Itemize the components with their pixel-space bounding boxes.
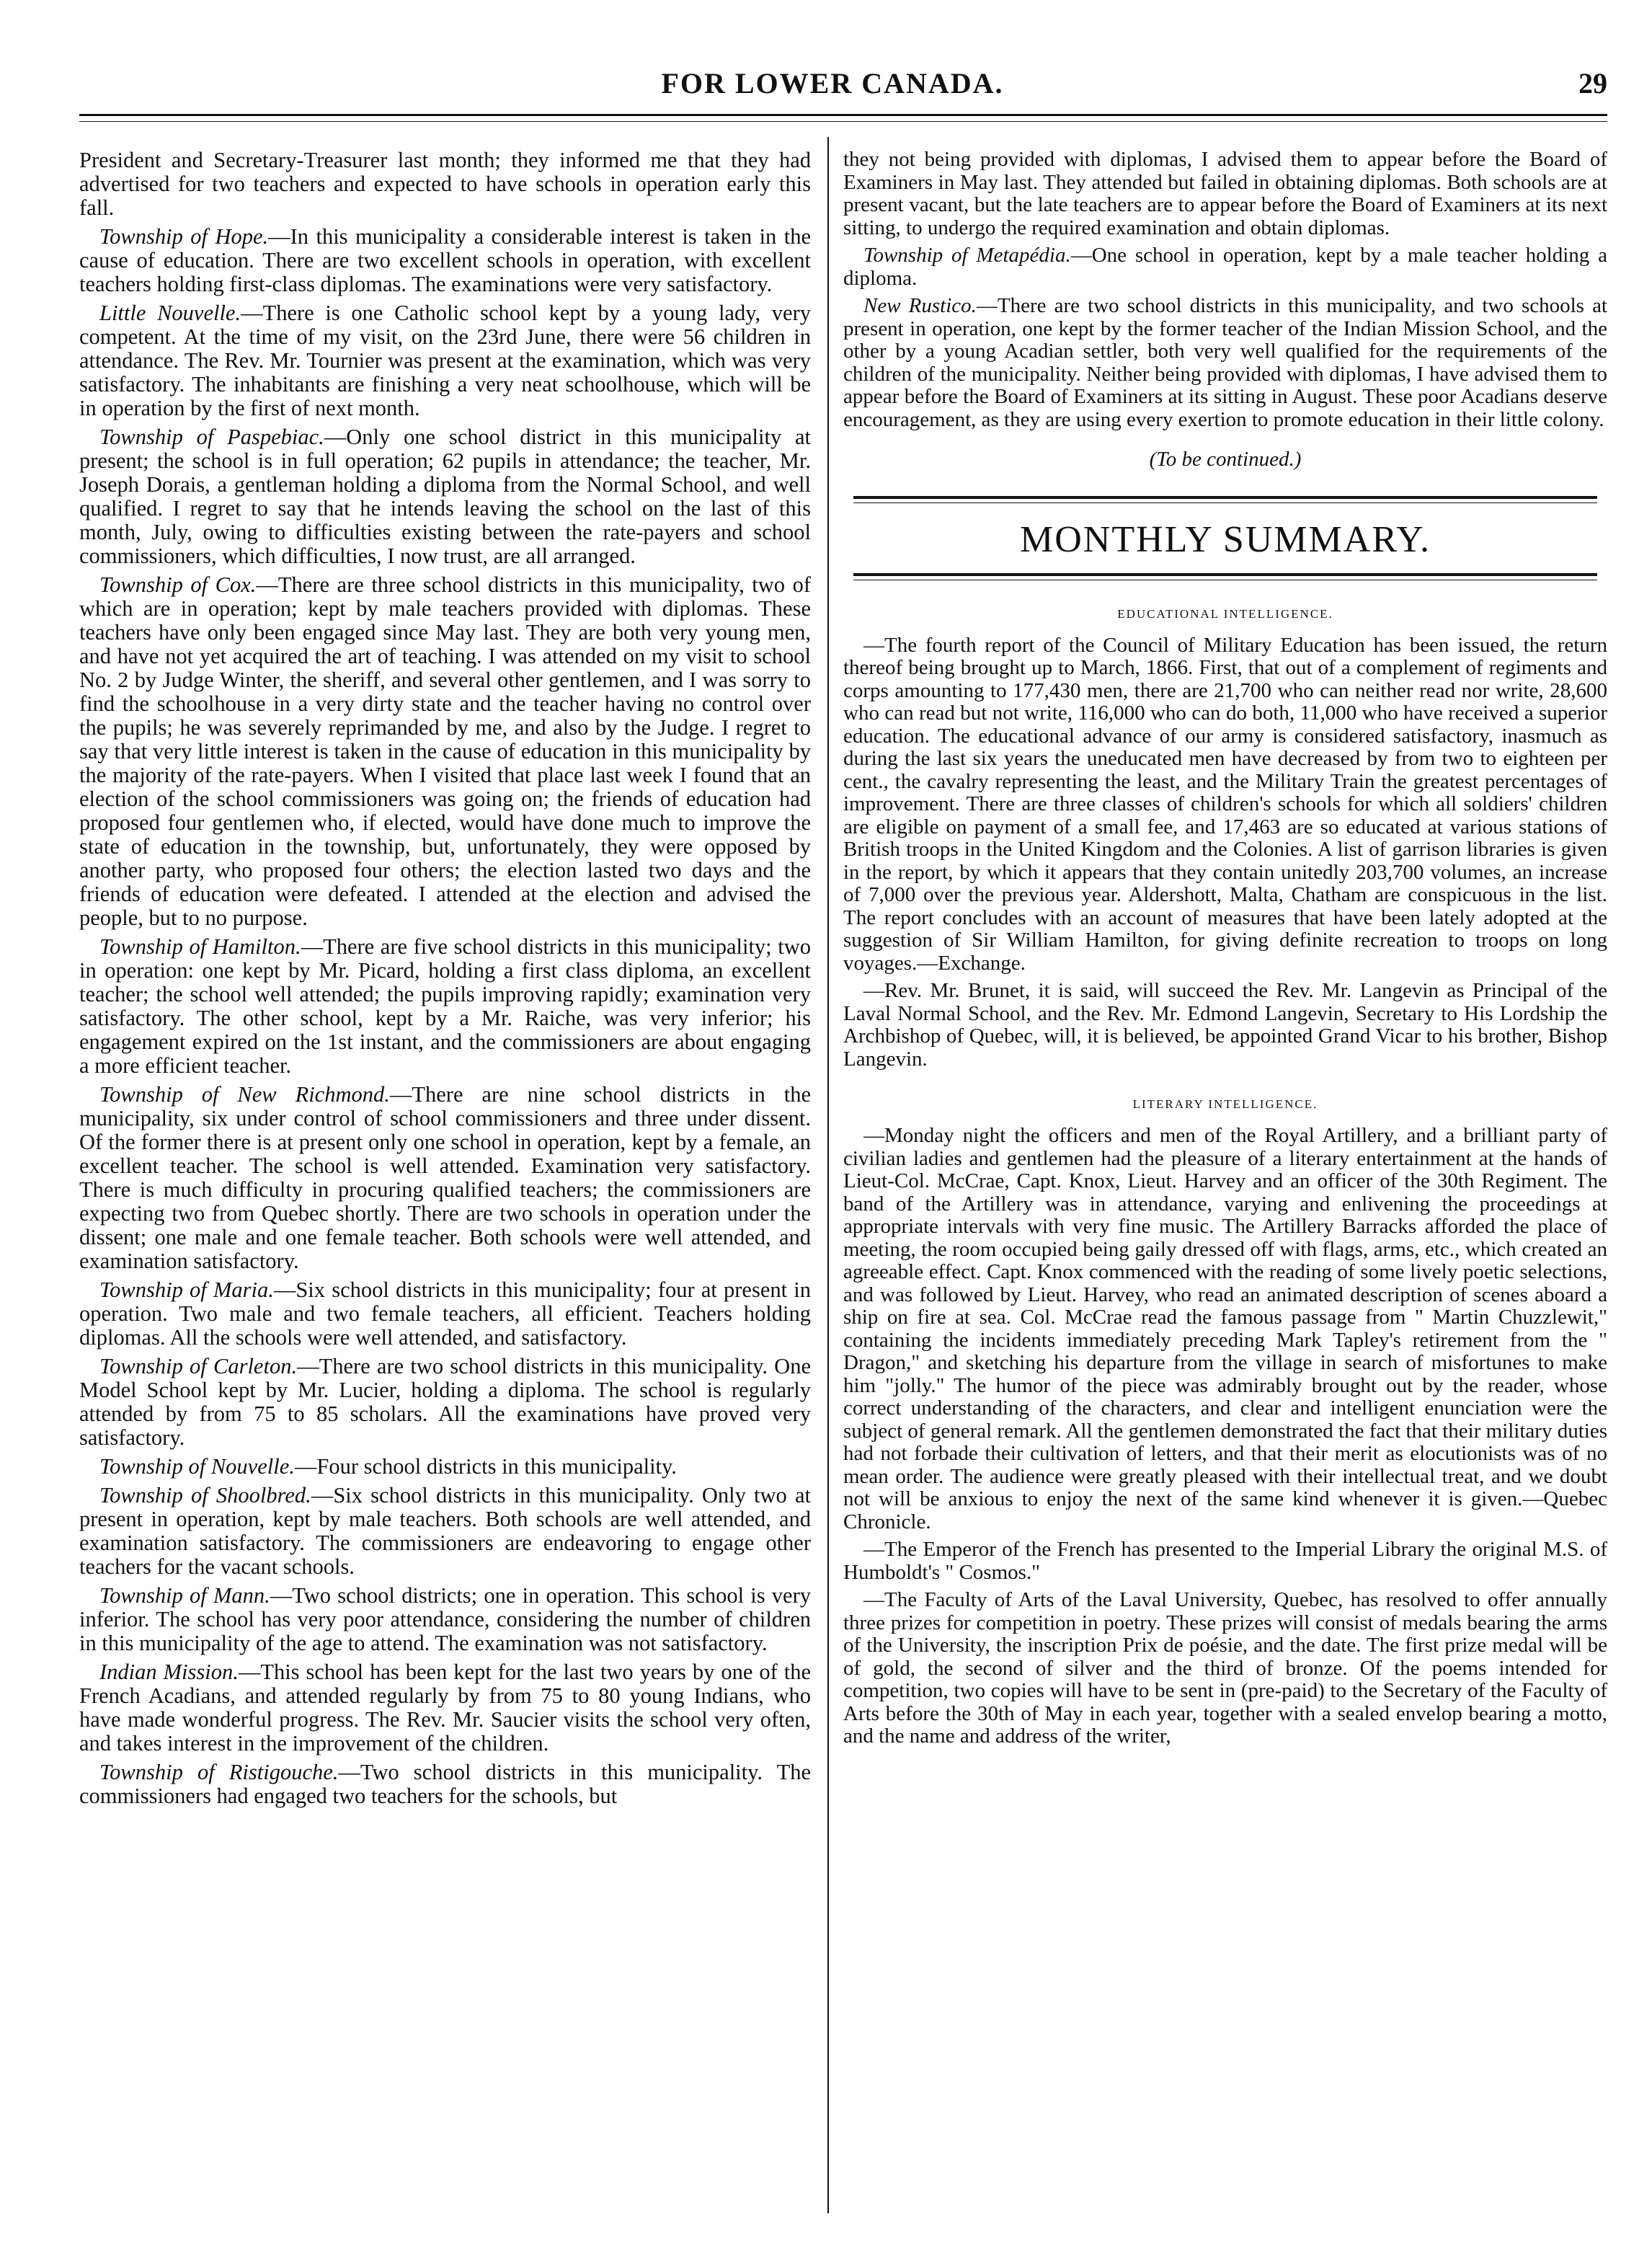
- monthly-summary-title: MONTHLY SUMMARY.: [1019, 518, 1431, 560]
- news-item: —Monday night the officers and men of the Royal Artillery, and a brilliant party of civilian ladies and gentlemen had the pleasure of a literary entertainment at the hands of Lieut-Col. McCrae, Capt. Knox, Lieut. Harvey and an officer of the 30th Regiment. The band of the Artillery was in attendance, varying and enlivening the proceedings at appropriate intervals with very fine music. The Artillery Barracks afforded the place of meeting, the room occupied being gaily dressed off with flags, arms, etc., which created an agreeable effect. Capt. Knox commenced with the reading of some lively poetic selections, and was followed by Lieut. Harvey, who read an animated description of scenes aboard a ship on fire at sea. Col. McCrae read the famous passage from " Martin Chuzzlewit," containing the incidents immediately preceding Mark Tapley's retirement from the " Dragon," and sketching his departure from the village in search of misfortunes to make him "jolly." The humor of the piece was admirably brought out by the reader, whose correct understanding of the characters, and clear and intelligent enunciation were the subject of general remark. All the gentlemen demonstrated the fact that their military duties had not forbade their cultivation of letters, and that their merit as elocutionists was of no mean order. The audience were greatly pleased with their intellectual treat, and we doubt not will be anxious to enjoy the next of the same kind whenever it is given.—Quebec Chronicle.: [843, 1124, 1607, 1533]
- section-rule: [853, 496, 1597, 503]
- report-paragraph: Township of Maria.—Six school districts in this municipality; four at present in operation. Two male and two female teachers, all efficient. Teachers holding diplomas. All the schools were well attended, and satisfactory.: [79, 1278, 812, 1350]
- running-title: FOR LOWER CANADA.: [661, 67, 1004, 99]
- report-paragraph: Township of Carleton.—There are two school districts in this municipality. One Model School kept by Mr. Lucier, holding a diploma. The school is regularly attended by from 75 to 85 scholars. All the examinations have proved very satisfactory.: [79, 1354, 811, 1450]
- report-paragraph: Township of Shoolbred.—Six school districts in this municipality. Only two at present in operation, kept by male teachers. Both schools are well attended, and examination satisfactory. The commissioners are endeavoring to engage other teachers for the vacant schools.: [79, 1483, 811, 1579]
- to-be-continued: (To be continued.): [1149, 448, 1302, 471]
- report-paragraph: Township of Hamilton.—There are five school districts in this municipality; two in operation: one kept by Mr. Picard, holding a first class diploma, an excellent teacher; the school well attended; the pupils improving rapidly; examination very satisfactory. The other school, kept by a Mr. Raiche, was very inferior; his engagement expired on the 1st instant, and the commissioners are about engaging a more efficient teacher.: [79, 934, 811, 1078]
- report-paragraph: Township of Mann.—Two school districts; one in operation. This school is very inferior. The school has very poor attendance, considering the number of children in this municipality of the age to attend. The examination was not satisfactory.: [79, 1583, 812, 1655]
- news-item: —The fourth report of the Council of Military Education has been issued, the return thereof being brought up to March, 1866. First, that out of a complement of regiments and corps amounting to 177,430 men, there are 21,700 who can neither read nor write, 28,600 who can read but not write, 116,000 who can do both, 11,000 who have received a superior education. The educational advance of our army is considered satisfactory, inasmuch as during the last six years the uneducated men have decreased by from two to eighteen per cent., the cavalry representing the least, and the Military Train the greatest percentages of improvement. There are three classes of children's schools for which all soldiers' children are eligible on payment of a small fee, and 17,463 are so educated at various stations of British troops in the United Kingdom and the Colonies. A list of garrison libraries is given in the report, by which it appears that they contain unitedly 203,700 volumes, an increase of 7,000 over the previous year. Aldershott, Malta, Chatham are conspicuous in the list. The report concludes with an account of measures that have been lately adopted at the suggestion of Sir William Hamilton, for giving definite recreation to troops on long voyages.—Exchange.: [843, 633, 1607, 975]
- report-paragraph: Little Nouvelle.—There is one Catholic school kept by a young lady, very competent. At the time of my visit, on the 23rd June, there were 56 children in attendance. The Rev. Mr. Tournier was present at the examination, which was very satisfactory. The inhabitants are finishing a very neat schoolhouse, which will be in operation by the first of next month.: [79, 301, 811, 420]
- news-item: —The Emperor of the French has presented to the Imperial Library the original M.S. of Humboldt's " Cosmos.": [843, 1538, 1607, 1584]
- right-column: [843, 149, 1607, 1753]
- header-rule: [79, 114, 1607, 116]
- page-number: 29: [1578, 67, 1607, 99]
- report-paragraph: Township of Hope.—In this municipality a considerable interest is taken in the cause of education. There are two excellent schools in operation, with excellent teachers holding first-class diplomas. The examinations were very satisfactory.: [79, 224, 812, 296]
- left-column: [79, 149, 811, 1813]
- column-divider: [827, 137, 829, 2213]
- page-header: [58, 66, 1607, 102]
- educational-heading: EDUCATIONAL INTELLIGENCE.: [1117, 606, 1333, 621]
- report-paragraph: Township of New Richmond.—There are nine school districts in the municipality, six under control of school commissioners and three under dissent. Of the former there is at present only one school in operation, kept by a female, an excellent teacher. The school is well attended. Examination very satisfactory. There is much difficulty in procuring qualified teachers; the commissioners are expecting two from Quebec shortly. There are two schools in operation under the dissent; one male and one female teacher. Both schools were well attended, and examination satisfactory.: [79, 1082, 811, 1273]
- literary-heading: LITERARY INTELLIGENCE.: [1132, 1097, 1318, 1111]
- report-paragraph: President and Secretary-Treasurer last month; they informed me that they had advertised for two teachers and expected to have schools in operation early this fall.: [79, 148, 811, 220]
- header-rule-thin: [79, 121, 1607, 122]
- report-paragraph: Indian Mission.—This school has been kept for the last two years by one of the French Acadians, and attended regularly by from 75 to 80 young Indians, who have made wonderful progress. The Rev. Mr. Saucier visits the school very often, and takes interest in the improvement of the children.: [79, 1660, 811, 1755]
- section-rule: [853, 573, 1597, 580]
- report-paragraph: Township of Nouvelle.—Four school districts in this municipality.: [99, 1454, 677, 1479]
- report-paragraph: Township of Ristigouche.—Two school districts in this municipality. The commissioners had engaged two teachers for the schools, but: [79, 1760, 811, 1808]
- report-paragraph: they not being provided with diplomas, I advised them to appear before the Board of Examiners in May last. They attended but failed in obtaining diplomas. Both schools are at present vacant, but the late teachers are to appear before the Board of Examiners at its next sitting, to undergo the required examination and obtain diplomas.: [843, 148, 1607, 239]
- report-paragraph: Township of Metapédia.—One school in operation, kept by a male teacher holding a diploma.: [843, 244, 1607, 290]
- report-paragraph: Township of Cox.—There are three school districts in this municipality, two of which are in operation; kept by male teachers provided with diplomas. These teachers have only been engaged since May last. They are both very young men, and have not yet acquired the art of teaching. I was attended on my visit to school No. 2 by Judge Winter, the sheriff, and several other gentlemen, and I was sorry to find the schoolhouse in a very dirty state and the teacher having no control over the pupils; he was severely reprimanded by me, and also by the Judge. I regret to say that very little interest is taken in the cause of education in this municipality by the majority of the rate-payers. When I visited that place last week I found that an election of the school commissioners was going on; the friends of education had proposed four gentlemen who, if elected, would have done much to improve the state of education in the township, but, unfortunately, they were opposed by another party, who proposed four others; the election lasted two days and the friends of education were defeated. I attended at the election and advised the people, but to no purpose.: [79, 572, 811, 930]
- news-item: —The Faculty of Arts of the Laval University, Quebec, has resolved to offer annually three prizes for competition in poetry. These prizes will consist of medals bearing the arms of the University, the inscription Prix de poésie, and the date. The first prize medal will be of gold, the second of silver and the third of bronze. Of the poems intended for competition, two copies will have to be sent in (pre-paid) to the Secretary of the Faculty of Arts before the 30th of May in each year, together with a sealed envelop bearing a motto, and the name and address of the writer,: [843, 1588, 1607, 1748]
- report-paragraph: Township of Paspebiac.—Only one school district in this municipality at present; the school is in full operation; 62 pupils in attendance; the teacher, Mr. Joseph Dorais, a gentleman holding a diploma from the Normal School, and well qualified. I regret to say that he intends leaving the school on the last of this month, July, owing to difficulties existing between the rate-payers and school commissioners, which difficulties, I now trust, are all arranged.: [79, 425, 811, 568]
- report-paragraph: New Rustico.—There are two school districts in this municipality, and two schools at present in operation, one kept by the former teacher of the Indian Mission School, and the other by a young Acadian settler, both very well qualified for the requirements of the children of the municipality. Neither being provided with diplomas, I have advised them to appear before the Board of Examiners at its sitting in August. These poor Acadians deserve encouragement, as they are using every exertion to promote education in their little colony.: [843, 294, 1607, 431]
- news-item: —Rev. Mr. Brunet, it is said, will succeed the Rev. Mr. Langevin as Principal of the Laval Normal School, and the Rev. Mr. Edmond Langevin, Secretary to His Lordship the Archbishop of Quebec, will, it is believed, be appointed Grand Vicar to his brother, Bishop Langevin.: [843, 979, 1607, 1071]
